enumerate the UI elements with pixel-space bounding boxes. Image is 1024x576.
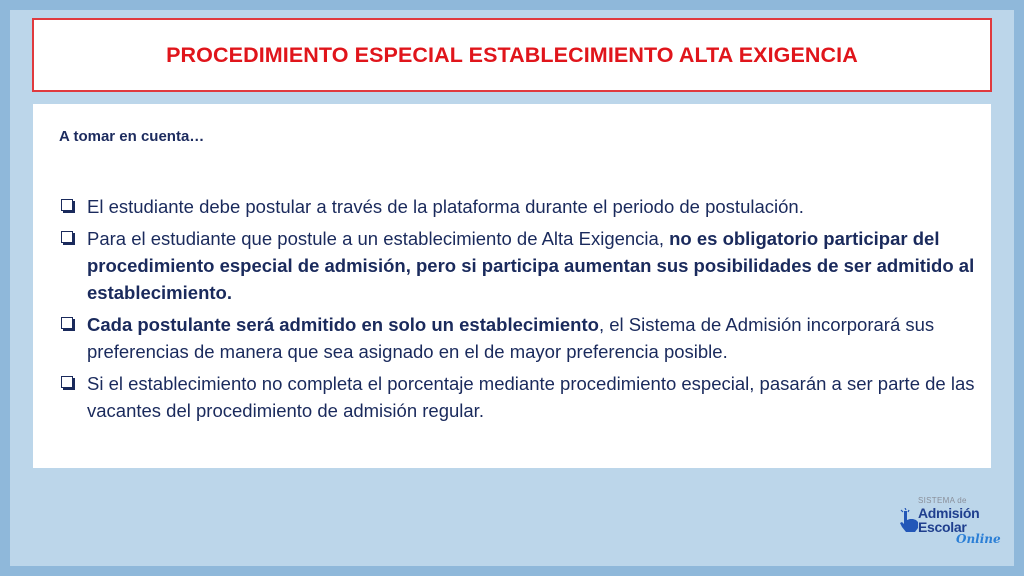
logo-sistema-text: SISTEMA de	[918, 496, 967, 505]
checkbox-bullet-icon	[61, 231, 73, 243]
bullet-item-2	[59, 225, 977, 306]
pointing-hand-icon	[898, 508, 920, 534]
bullet-item-4	[59, 370, 977, 424]
bullet-text: Para el estudiante que postule a un establecimiento de Alta Exigencia,	[87, 228, 670, 249]
title-box	[32, 18, 992, 92]
content-box	[33, 104, 991, 468]
checkbox-bullet-icon	[61, 199, 73, 211]
checkbox-bullet-icon	[61, 376, 73, 388]
logo-escolar-text: Escolar	[918, 519, 967, 535]
logo-online-text: Online	[956, 532, 1001, 546]
bullet-text: Si el establecimiento no completa el porcentaje mediante procedimiento especial, pasarán a ser parte de las vacantes del procedimiento de admisión regular.	[87, 373, 975, 421]
bullet-text: , el Sistema de Admisión incorporará sus preferencias de manera que sea asignado en el de mayor preferencia posible.	[87, 314, 935, 362]
bullet-list	[59, 193, 977, 424]
bullet-item-3	[59, 311, 977, 365]
logo-admision-text: Admisión	[918, 505, 980, 521]
checkbox-bullet-icon	[61, 317, 73, 329]
admision-escolar-logo	[896, 496, 1001, 552]
bullet-item-1	[59, 193, 977, 220]
bullet-text-bold: Cada postulante será admitido en solo un establecimiento	[87, 314, 599, 335]
bullet-text: El estudiante debe postular a través de la plataforma durante el periodo de postulación.	[87, 196, 804, 217]
slide-title: PROCEDIMIENTO ESPECIAL ESTABLECIMIENTO ALTA EXIGENCIA	[166, 42, 858, 67]
subheading: A tomar en cuenta…	[59, 128, 205, 145]
bullet-text-bold: no es obligatorio participar del procedimiento especial de admisión, pero si participa aumentan sus posibilidades de ser admitido al establecimiento.	[87, 228, 975, 303]
